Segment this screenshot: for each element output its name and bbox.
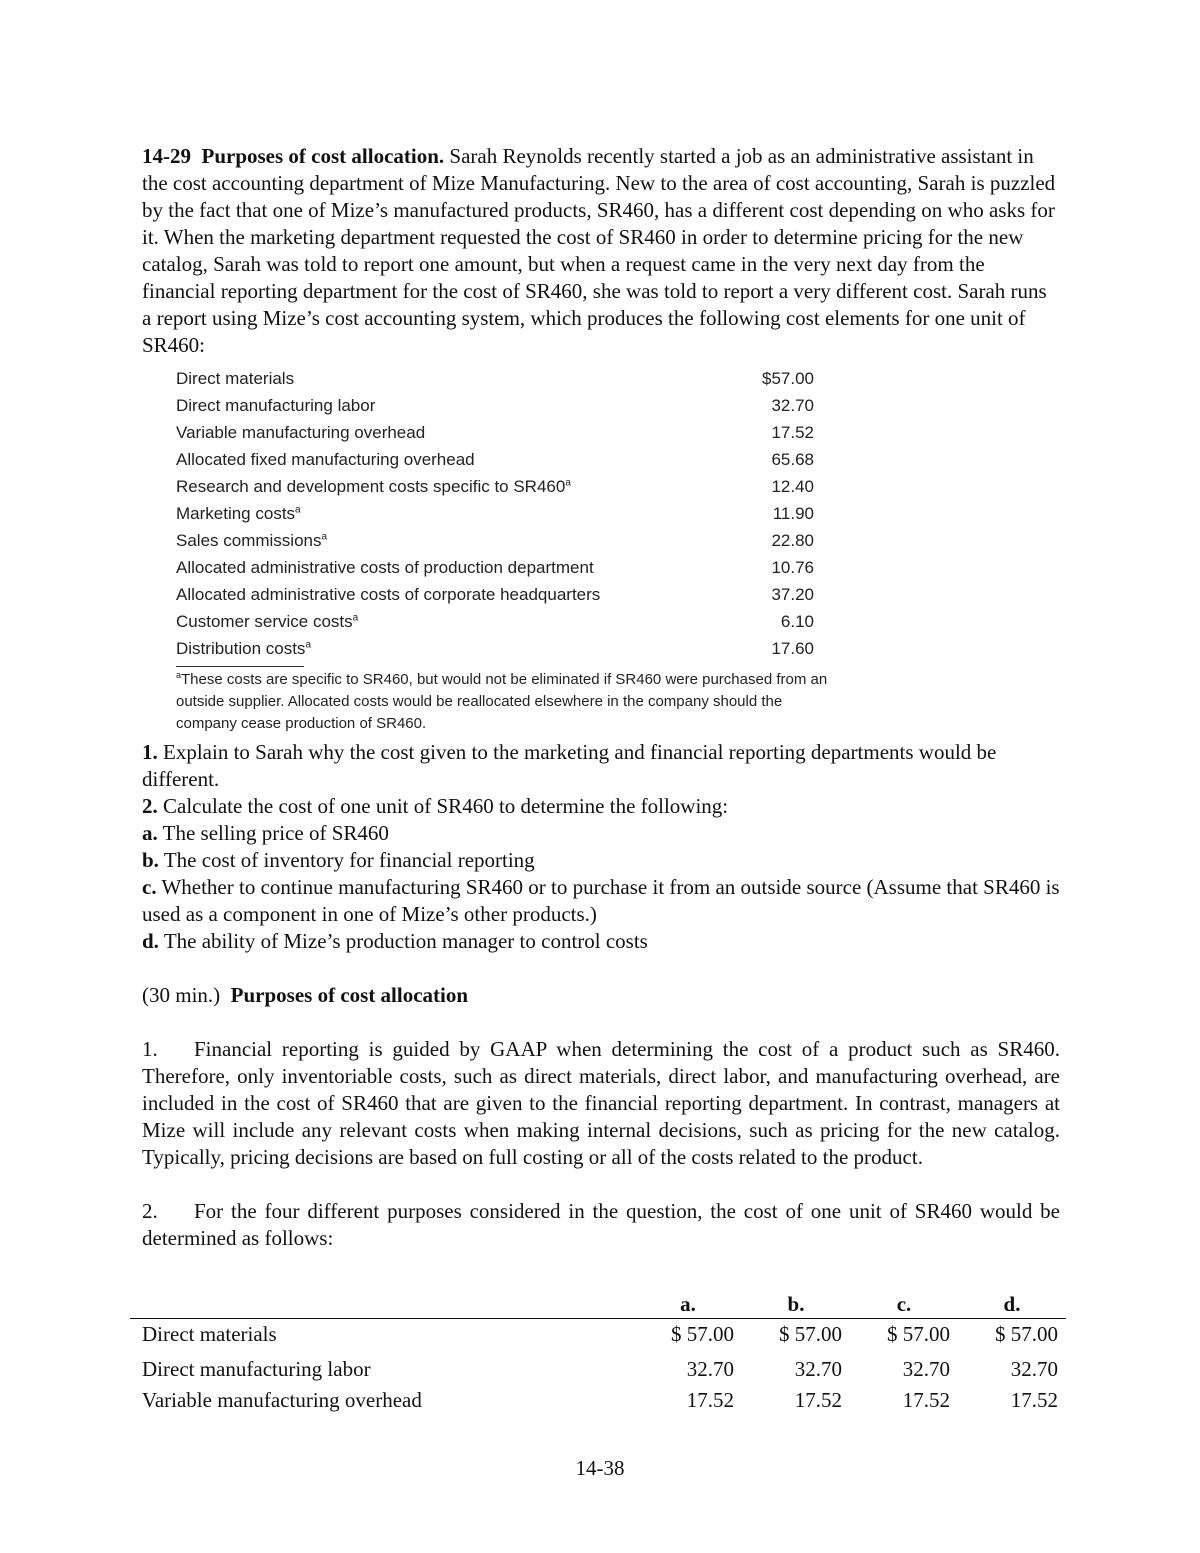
cost-amount: 6.10 bbox=[780, 612, 814, 631]
cost-label: Allocated administrative costs of production department bbox=[176, 558, 594, 577]
question-label: b. bbox=[142, 848, 159, 872]
cell-value: $ 57.00 bbox=[778, 1322, 842, 1346]
cost-row bbox=[176, 608, 814, 635]
problem-text: Sarah Reynolds recently started a job as an administrative assistant in the cost accounting department of Mize Manufacturing. New to the area of cost accounting, Sarah is puzzled by the fact that one of Mize’s manufactured products, SR460, has a different cost depending on who asks for it. When the marketing department requested the cost of SR460 in order to determine pricing for the new catalog, Sarah was told to report one amount, but when a request came in the very next day from the financial reporting department for the cost of SR460, she was told to report a very different cost. Sarah runs a report using Mize’s cost accounting system, which produces the following cost elements for one unit of SR460: bbox=[142, 144, 1056, 357]
cost-row bbox=[176, 392, 814, 419]
problem-statement bbox=[142, 143, 1060, 359]
cost-label: Research and development costs specific to SR460 bbox=[176, 477, 566, 496]
cost-row bbox=[176, 365, 814, 392]
document-body bbox=[142, 143, 1060, 1252]
question-text: Whether to continue manufacturing SR460 or to purchase it from an outside source (Assume that SR460 is used as a component in one of Mize’s other products.) bbox=[142, 875, 1060, 926]
footnote bbox=[176, 669, 836, 735]
cell-value: 32.70 bbox=[686, 1357, 734, 1381]
cost-label: Direct materials bbox=[176, 369, 295, 388]
cost-row bbox=[176, 581, 814, 608]
cost-amount: $57.00 bbox=[762, 369, 814, 388]
cost-amount: 32.70 bbox=[771, 396, 814, 415]
cost-elements-table bbox=[176, 365, 814, 662]
cost-row bbox=[176, 500, 814, 527]
question-text: The ability of Mize’s production manager to control costs bbox=[163, 929, 648, 953]
table-row bbox=[130, 1319, 1066, 1351]
cost-amount: 17.60 bbox=[771, 639, 814, 658]
cell-value: 17.52 bbox=[686, 1388, 734, 1412]
answer-text: Financial reporting is guided by GAAP when determining the cost of a product such as SR460. Therefore, only inventoriable costs, such as direct materials, direct labor, and manufacturing overhead, are included in the cost of SR460 that are given to the financial reporting department. In contrast, managers at Mize will include any relevant costs when making internal decisions, such as pricing for the new catalog. Typically, pricing decisions are based on full costing or all of the costs related to the product. bbox=[142, 1037, 1060, 1169]
footnote-marker: a bbox=[321, 531, 328, 543]
problem-title: Purposes of cost allocation. bbox=[201, 144, 445, 168]
purpose-cost-table bbox=[130, 1290, 1066, 1416]
cost-amount: 37.20 bbox=[771, 585, 814, 604]
cost-label: Sales commissions bbox=[176, 531, 322, 550]
cost-row bbox=[176, 527, 814, 554]
cost-amount: 65.68 bbox=[771, 450, 814, 469]
question-text: The selling price of SR460 bbox=[162, 821, 389, 845]
row-label: Direct manufacturing labor bbox=[142, 1357, 371, 1381]
footnote-marker: a bbox=[305, 639, 311, 651]
cost-row bbox=[176, 419, 814, 446]
column-header: d. bbox=[958, 1290, 1066, 1319]
solution-time: (30 min.) bbox=[142, 983, 221, 1007]
cell-value: 17.52 bbox=[1010, 1388, 1058, 1412]
table-row bbox=[130, 1385, 1066, 1416]
purpose-header-row bbox=[130, 1290, 1066, 1319]
cost-amount: 12.40 bbox=[771, 477, 814, 496]
cost-amount: 11.90 bbox=[772, 504, 814, 523]
cost-label: Allocated administrative costs of corporate headquarters bbox=[176, 585, 601, 604]
question-text: The cost of inventory for financial reporting bbox=[163, 848, 535, 872]
cost-label: Variable manufacturing overhead bbox=[176, 423, 426, 442]
question-text: Explain to Sarah why the cost given to the marketing and financial reporting departments would be different. bbox=[142, 740, 997, 791]
cell-value: $ 57.00 bbox=[995, 1322, 1058, 1346]
problem-number: 14-29 bbox=[142, 144, 191, 168]
cost-amount: 22.80 bbox=[771, 531, 814, 550]
cell-value: $ 57.00 bbox=[670, 1322, 734, 1346]
cell-value: $ 57.00 bbox=[886, 1322, 950, 1346]
question-item bbox=[142, 820, 1060, 847]
answer-number: 1. bbox=[142, 1037, 158, 1061]
cost-label: Distribution costs bbox=[176, 639, 306, 658]
column-header: a. bbox=[634, 1290, 742, 1319]
cost-row bbox=[176, 635, 814, 662]
questions-list bbox=[142, 739, 1060, 955]
cost-label: Customer service costs bbox=[176, 612, 353, 631]
footnote-marker: a bbox=[295, 504, 301, 516]
footnote-text: These costs are specific to SR460, but would not be eliminated if SR460 were purchased from an outside supplier. Allocated costs would be reallocated elsewhere in the company should the company cease production of SR460. bbox=[176, 671, 828, 732]
question-label: a. bbox=[142, 821, 158, 845]
answer-number: 2. bbox=[142, 1199, 158, 1223]
answer-text: For the four different purposes considered in the question, the cost of one unit of SR460 would be determined as follows: bbox=[142, 1199, 1060, 1250]
question-item bbox=[142, 874, 1060, 928]
answer-paragraph bbox=[142, 1198, 1060, 1252]
cost-row bbox=[176, 473, 814, 500]
cost-label: Direct manufacturing labor bbox=[176, 396, 376, 415]
cost-amount: 17.52 bbox=[771, 423, 814, 442]
solution-title: Purposes of cost allocation bbox=[230, 983, 469, 1007]
cell-value: 17.52 bbox=[794, 1388, 842, 1412]
answer-paragraph bbox=[142, 1036, 1060, 1171]
question-item bbox=[142, 793, 1060, 820]
cell-value: 32.70 bbox=[902, 1357, 950, 1381]
cost-label: Marketing costs bbox=[176, 504, 296, 523]
cell-value: 32.70 bbox=[1010, 1357, 1058, 1381]
footnote-marker: a bbox=[352, 612, 359, 624]
page-number: 14-38 bbox=[575, 1456, 625, 1480]
cost-label: Allocated fixed manufacturing overhead bbox=[176, 450, 475, 469]
solution-heading bbox=[142, 982, 1060, 1009]
cell-value: 32.70 bbox=[794, 1357, 842, 1381]
cost-amount: 10.76 bbox=[771, 558, 814, 577]
column-header: c. bbox=[850, 1290, 958, 1319]
question-item bbox=[142, 928, 1060, 955]
table-row bbox=[130, 1350, 1066, 1385]
question-label: d. bbox=[142, 929, 159, 953]
question-label: 1. bbox=[142, 740, 158, 764]
cell-value: 17.52 bbox=[902, 1388, 950, 1412]
footnote-marker: a bbox=[176, 670, 182, 680]
question-label: 2. bbox=[142, 794, 158, 818]
cost-row bbox=[176, 554, 814, 581]
cost-row bbox=[176, 446, 814, 473]
question-text: Calculate the cost of one unit of SR460 to determine the following: bbox=[163, 794, 729, 818]
footnote-marker: a bbox=[565, 477, 571, 489]
question-label: c. bbox=[142, 875, 157, 899]
column-header: b. bbox=[742, 1290, 850, 1319]
question-item bbox=[142, 847, 1060, 874]
question-item bbox=[142, 739, 1060, 793]
row-label: Variable manufacturing overhead bbox=[142, 1388, 422, 1412]
row-label: Direct materials bbox=[142, 1322, 277, 1346]
footnote-divider bbox=[176, 666, 304, 667]
